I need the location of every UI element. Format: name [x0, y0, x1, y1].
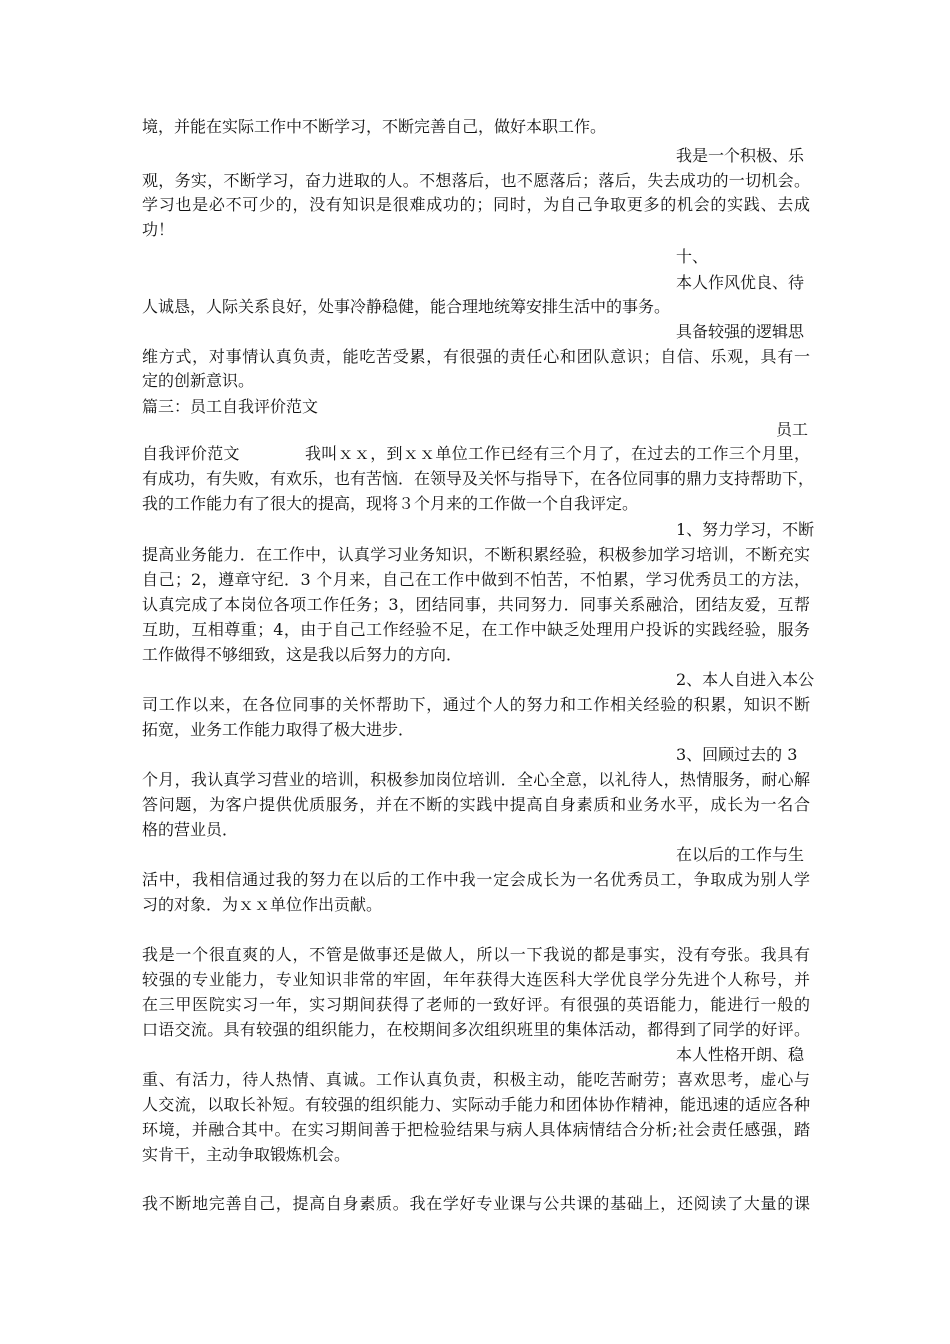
text-line: 2、本人自进入本公 — [676, 670, 815, 689]
section-heading: 篇三：员工自我评价范文 — [142, 397, 319, 416]
text-line: 习的对象．为ｘｘ单位作出贡献。 — [142, 895, 383, 914]
text-line: 环境，并融合其中。在实习期间善于把检验结果与病人具体病情结合分析;社会责任感强，踏 — [142, 1120, 810, 1139]
text-line: 我是一个很直爽的人，不管是做事还是做人，所以一下我说的都是事实，没有夸张。我具有 — [142, 945, 810, 964]
text-line: 较强的专业能力，专业知识非常的牢固，年年获得大连医科大学优良学分先进个人称号，并 — [142, 970, 810, 989]
text-line: 1、努力学习，不断 — [676, 520, 815, 539]
text-line: 本人作风优良、待 — [676, 273, 805, 292]
text-line: 答问题，为客户提供优质服务，并在不断的实践中提高自身素质和业务水平，成长为一名合 — [142, 795, 810, 814]
text-line: 互助，互相尊重；4，由于自己工作经验不足，在工作中缺乏处理用户投诉的实践经验，服务 — [142, 620, 810, 639]
text-line: 3、回顾过去的 3 — [676, 745, 798, 764]
text-line: 认真完成了本岗位各项工作任务；3，团结同事，共同努力．同事关系融洽，团结友爱，互帮 — [142, 595, 810, 614]
text-line: 个月，我认真学习营业的培训，积极参加岗位培训．全心全意，以礼待人，热情服务，耐心解 — [142, 770, 810, 789]
text-line: 提高业务能力．在工作中，认真学习业务知识，不断积累经验，积极参加学习培训，不断充实 — [142, 545, 810, 564]
text-line: 在三甲医院实习一年，实习期间获得了老师的一致好评。有很强的英语能力，能进行一般的 — [142, 995, 810, 1014]
text-line: 自我评价范文 我叫ｘｘ，到ｘｘ单位工作已经有三个月了，在过去的工作三个月里， — [142, 444, 810, 463]
text-line: 观，务实，不断学习，奋力进取的人。不想落后，也不愿落后；落后，失去成功的一切机会。 — [142, 171, 810, 190]
text-line: 员工 — [776, 420, 809, 439]
text-line: 司工作以来，在各位同事的关怀帮助下，通过个人的努力和工作相关经验的积累，知识不断 — [142, 695, 810, 714]
text-line: 拓宽，业务工作能力取得了极大进步． — [142, 720, 415, 739]
text-line: 功！ — [142, 220, 175, 239]
text-line: 在以后的工作与生 — [676, 845, 805, 864]
text-line: 自己；2，遵章守纪．3 个月来，自己在工作中做到不怕苦，不怕累，学习优秀员工的方法， — [142, 570, 810, 589]
text-line: 具备较强的逻辑思 — [676, 322, 805, 341]
text-line: 我不断地完善自己，提高自身素质。我在学好专业课与公共课的基础上，还阅读了大量的课 — [142, 1194, 810, 1213]
text-line: 人交流，以取长补短。有较强的组织能力、实际动手能力和团体协作精神，能迅速的适应各种 — [142, 1095, 810, 1114]
text-line: 实肯干，主动争取锻炼机会。 — [142, 1145, 351, 1164]
text-line: 学习也是必不可少的，没有知识是很难成功的；同时，为自己争取更多的机会的实践、去成 — [142, 195, 810, 214]
text-line: 格的营业员． — [142, 820, 239, 839]
text-line: 人诚恳，人际关系良好，处事冷静稳健，能合理地统筹安排生活中的事务。 — [142, 297, 671, 316]
text-line: 我的工作能力有了很大的提高，现将３个月来的工作做一个自我评定。 — [142, 494, 639, 513]
text-line: 工作做得不够细致，这是我以后努力的方向． — [142, 645, 463, 664]
text-line: 维方式，对事情认真负责，能吃苦受累，有很强的责任心和团队意识；自信、乐观，具有一 — [142, 347, 810, 366]
text-line: 活中，我相信通过我的努力在以后的工作中我一定会成长为一名优秀员工，争取成为别人学 — [142, 870, 810, 889]
text-line: 口语交流。具有较强的组织能力，在校期间多次组织班里的集体活动，都得到了同学的好评。 — [142, 1020, 810, 1039]
text-line: 我是一个积极、乐 — [676, 146, 805, 165]
text-line: 本人性格开朗、稳 — [676, 1045, 805, 1064]
text-line: 境，并能在实际工作中不断学习，不断完善自己，做好本职工作。 — [142, 117, 607, 136]
text-line: 有成功，有失败，有欢乐，也有苦恼．在领导及关怀与指导下，在各位同事的鼎力支持帮助下， — [142, 469, 815, 488]
text-line: 十、 — [676, 247, 709, 266]
text-line: 重、有活力，待人热情、真诚。工作认真负责，积极主动，能吃苦耐劳；喜欢思考，虚心与 — [142, 1070, 810, 1089]
text-line: 定的创新意识。 — [142, 371, 255, 390]
